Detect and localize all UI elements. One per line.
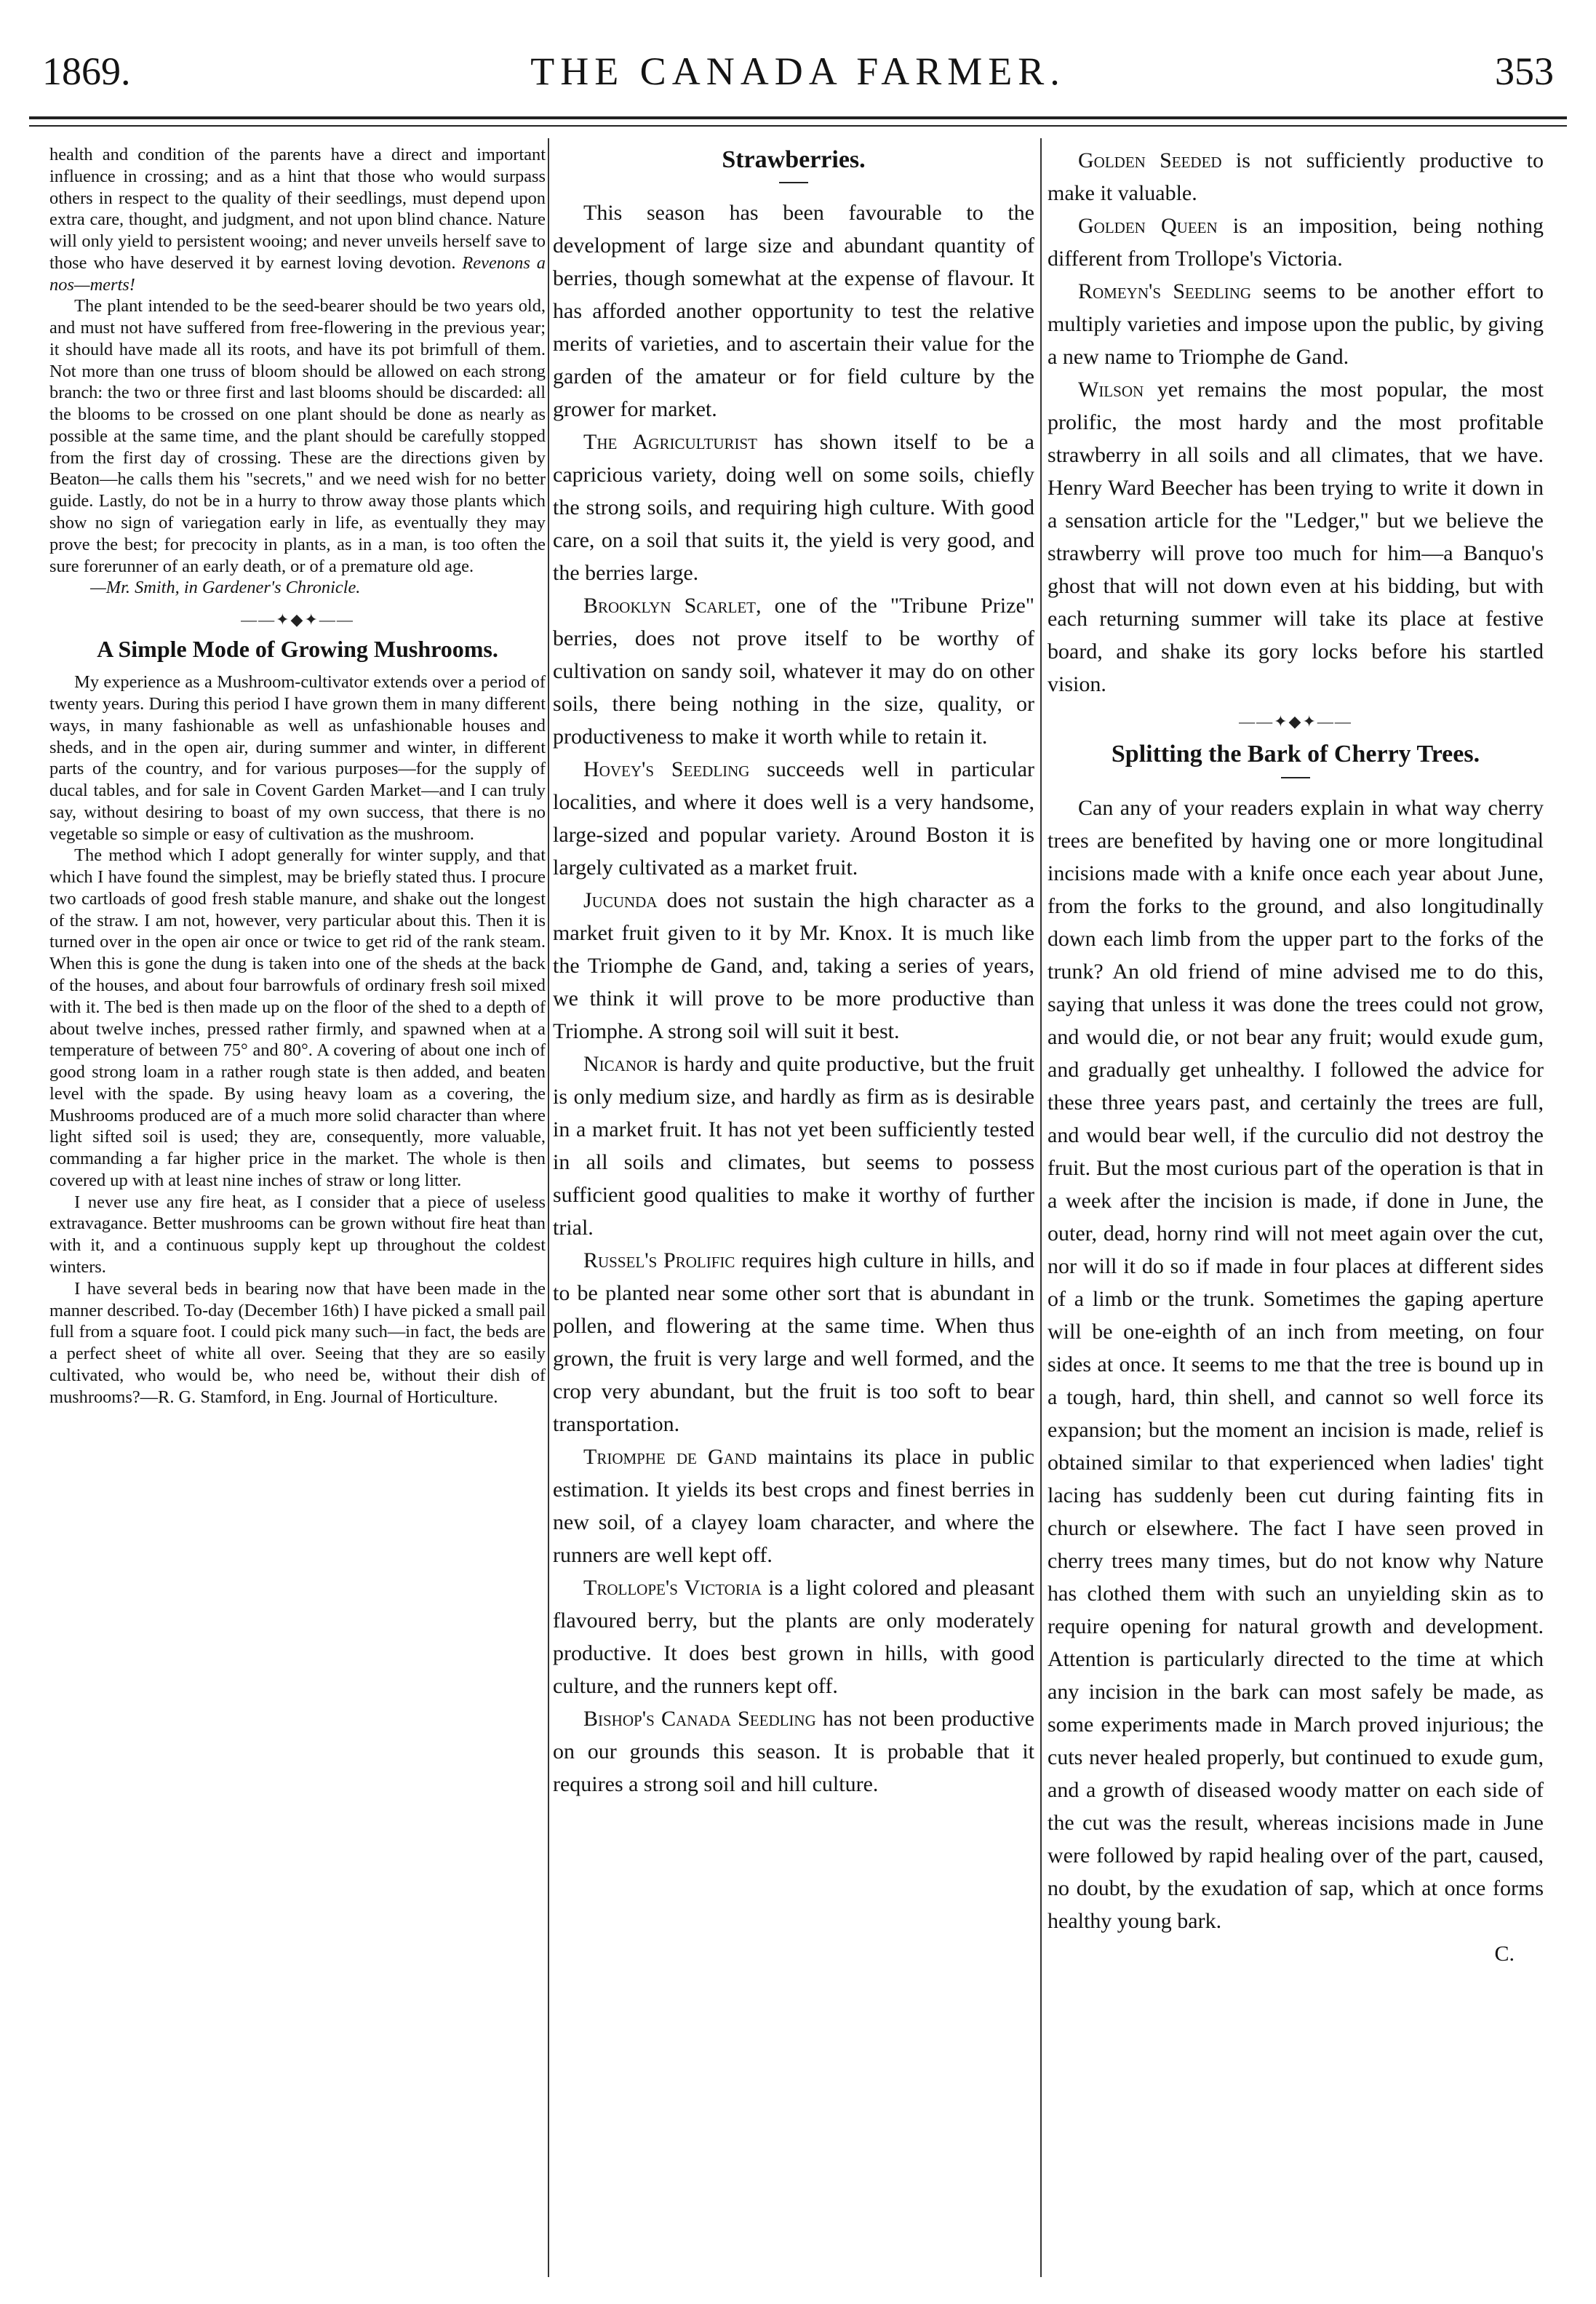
variety-text: maintains its place in public estimation. It yields its best crops and finest berries in new soil, of a clayey loam character, and where the runners are well kept off. [553,1445,1034,1568]
variety-paragraph [553,426,1034,589]
article-paragraph: The plant intended to be the seed-bearer should be two years old, and must not have suffered from free-flowering in the previous year; it should have made all its roots, and have its pot brimfull of them. Not more than one truss of bloom should be allowed on each strong branch: the two or three first and last blooms should be discarded: all the blooms to be crossed on one plant should be done as nearly as possible at the same time, and the plant should be carefully stopped from the first day of crossing. These are the directions given by Beaton—he calls them his "secrets," and we need wish for no better guide. Lastly, do not be in a hurry to throw away those plants which show no sign of variegation early in life, as eventually they may prove the best; for precocity in plants, as in a man, is too often the sure forerunner of an early death, or of a premature old age. [49,296,546,576]
variety-paragraph [1048,210,1544,275]
article-paragraph: The method which I adopt generally for winter supply, and that which I have found the simplest, may be briefly stated thus. I procure two cartloads of good fresh stable manure, and shake out the longest of the straw. I am not, however, very particular about this. Then it is turned over in the open air once or twice to get rid of the rank steam. When this is gone the dung is taken into one of the sheds at the back of the houses, and about four barrowfuls of ordinary fresh soil mixed with it. The bed is then made up on the floor of the shed to a depth of about twelve inches, pressed rather firmly, and spawned when at a temperature of between 75° and 80°. A covering of about one inch of good strong loam in a rather rough state is then added, and beaten level with the spade. By using heavy loam as a covering, the Mushrooms produced are of a much more solid character than where light sifted soil is used; they are, consequently, more valuable, commanding a far higher price in the market. The whole is then covered up with at least nine inches of straw or long litter. [49,845,546,1190]
variety-text: yet remains the most popular, the most prolific, the most hardy and the most profitable strawberry in all soils and all climates, that we have. Henry Ward Beecher has been trying to write it down in a sensation article for the "Ledger," but we believe the strawberry will prove too much for him—a Banquo's ghost that will not down even at his bidding, but with each returning summer will take its place at festive board, and shake its gory locks before his startled vision. [1048,378,1544,696]
variety-paragraph [553,589,1034,753]
variety-text: requires high culture in hills, and to be planted near some other sort that is abundant in pollen, and flowering at the same time. When thus grown, the fruit is very large and well formed, and the crop very abundant, but the fruit is too soft to bear transportation. [553,1248,1035,1437]
variety-name: Romeyn's Seedling [1078,279,1252,303]
article-heading-cherry-trees: Splitting the Bark of Cherry Trees. [1111,741,1480,768]
variety-name: Russel's Prolific [583,1248,735,1273]
section-ornament: ——✦◆✦—— [1239,712,1352,730]
variety-paragraph [553,1702,1034,1801]
variety-text: is a light colored and pleasant flavoured berry, but the plants are only moderately productive. It does best grown in hills, with good culture, and the runners kept off. [553,1576,1034,1699]
variety-text: has shown itself to be a capricious variety, doing well on some soils, chiefly the strong soils, and requiring high culture. With good care, on a soil that suits it, the yield is very good, and the berries large. [553,430,1034,586]
variety-name: Jucunda [583,888,658,913]
column-divider [548,138,549,2277]
page-header [29,42,1567,115]
paragraph-text: health and condition of the parents have a direct and important influence in crossing; and as a hint that those who would surpass others in respect to the quality of their seedlings, must depend upon extra care, thought, and judgment, and not upon blind chance. Nature will only yield to persistent wooing; and never unveils herself save to those who have deserved it by earnest loving devotion. [49,145,546,273]
section-ornament: ——✦◆✦—— [241,610,354,629]
variety-name: The Agriculturist [583,430,758,455]
variety-name: Triomphe de Gand [583,1445,757,1470]
variety-paragraph [1048,275,1544,373]
variety-text: does not sustain the high character as a market fruit given to it by Mr. Knox. It is much like the Triomphe de Gand, and, taking a series of years, we think it will prove to be more productive than Triomphe. A strong soil will suit it best. [553,888,1035,1044]
variety-paragraph [553,884,1034,1048]
article-paragraph: Can any of your readers explain in what way cherry trees are benefited by having one or more longitudinal incisions made with a knife once each year about June, from the forks to the ground, and also longitudinally down each limb from the upper part to the forks of the trunk? An old friend of mine advised me to do this, saying that unless it was done the trees could not grow, and would die, or not bear any fruit; would exude gum, and gradually get unhealthy. I followed the advice for these three years past, and certainly the trees are full, and would bear well, if the curculio did not destroy the fruit. But the most curious part of the operation is that in a week after the incision is made, if done in June, the outer, dead, horny rind will not meet again over the cut, nor will it do so if made in four places at different sides of a limb or the trunk. Sometimes the gaping aperture will be one-eighth of an inch from meeting, on four sides at once. It seems to me that the tree is bound up in a tough, hard, thin shell, and cannot so well force its expansion; but the moment an incision is made, relief is obtained similar to that experienced when ladies' tight lacing has suddenly been cut during fainting fits in church or elsewhere. The fact I have seen proved in cherry trees many times, but do not know why Nature has clothed them with such an unyielding skin as to require opening for natural growth and development. Attention is particularly directed to the time at which any incision in the bark can most safely be made, as some experiments made in March proved injurious; the cuts never healed properly, but continued to exude gum, and a growth of diseased woody matter on each side of the cut was the result, whereas incisions made in June were followed by rapid healing over of the part, caused, no doubt, by the exudation of sap, which at once forms healthy young bark. [1048,795,1544,1933]
italic-phrase: Revenons a nos—merts! [49,252,546,295]
variety-text: is hardy and quite productive, but the fruit is only medium size, and hardly as firm as is desirable in a market fruit. It has not yet been sufficiently tested in all soils and climates, but seems to possess sufficient good qualities to make it worthy of further trial. [553,1052,1035,1240]
variety-name: Golden Seeded [1078,148,1222,172]
column-middle [553,144,1034,1801]
article-heading-strawberries: Strawberries. [722,146,866,173]
variety-text: seems to be another effort to multiply varieties and impose upon the public, by giving a new name to Triomphe de Gand. [1048,279,1544,369]
variety-paragraph [1048,373,1544,701]
variety-text: has not been productive on our grounds this season. It is probable that it requires a strong soil and hill culture. [553,1707,1034,1797]
article-attribution: —Mr. Smith, in Gardener's Chronicle. [90,578,361,598]
heading-rule [779,182,808,183]
variety-paragraph [1048,144,1544,210]
variety-name: Trollope's Victoria [583,1576,762,1601]
article-paragraph: This season has been favourable to the development of large size and abundant quantity of berries, though somewhat at the expense of flavour. It has afforded another opportunity to test the relative merits of varieties, and to ascertain their value for the garden of the amateur or for field culture by the grower for market. [553,201,1034,422]
variety-paragraph [553,1244,1034,1440]
variety-text: is not sufficiently productive to make it valuable. [1048,148,1544,205]
variety-paragraph [553,1048,1034,1244]
article-paragraph: My experience as a Mushroom-cultivator extends over a period of twenty years. During this period I have grown them in many different ways, in many fashionable as well as unfashionable houses and sheds, and in the open air, during summer and winter, in different parts of the country, and for various purposes—for the supply of ducal tables, and for sale in Covent Garden Market—and I can truly say, without desiring to boast of my own success, that there is no vegetable so simple or easy of cultivation as the mushroom. [49,672,546,844]
variety-text: one of the "Tribune Prize" berries, does not prove itself to be worthy of cultivation on sandy soil, whatever it may do on other soils, there being nothing in the size, quality, or productiveness to make it worth while to retain it. [553,594,1035,749]
masthead-title: THE CANADA FARMER. [530,49,1066,93]
variety-name: Brooklyn Scarlet, [583,594,762,618]
variety-text: is an imposition, being nothing different from Trollope's Victoria. [1048,214,1544,271]
issue-year: 1869. [42,49,131,93]
variety-text: succeeds well in particular localities, and where it does well is a very handsome, large-sized and popular variety. Around Boston it is largely cultivated as a market fruit. [553,757,1035,880]
variety-paragraph [553,1571,1034,1702]
variety-paragraph [553,1440,1034,1571]
article-heading-mushrooms: A Simple Mode of Growing Mushrooms. [97,636,498,663]
article-signature: C. [1494,1941,1515,1966]
variety-name: Golden Queen [1078,214,1218,238]
header-rule [29,116,1567,119]
variety-name: Nicanor [583,1052,658,1077]
column-left [49,144,546,1408]
variety-name: Bishop's Canada Seedling [583,1707,816,1731]
variety-paragraph [553,753,1034,884]
article-paragraph: I never use any fire heat, as I consider that a piece of useless extravagance. Better mushrooms can be grown without fire heat than with it, and a continuous supply kept up throughout the coldest winters. [49,1192,546,1277]
variety-name: Hovey's Seedling [583,757,750,782]
column-divider [1040,138,1042,2277]
column-right [1048,144,1544,1970]
article-paragraph: I have several beds in bearing now that have been made in the manner described. To-day (December 16th) I have picked a small pail full from a square foot. I could pick many such—in fact, the beds are a perfect sheet of white all over. Seeing that they are so easily cultivated, who would be, who need be, without their dish of mushrooms?—R. G. Stamford, in Eng. Journal of Horticulture. [49,1278,546,1407]
page-number: 353 [1495,49,1554,93]
article-paragraph [49,144,546,295]
header-rule-thin [29,125,1567,127]
variety-name: Wilson [1078,378,1144,402]
heading-rule [1281,777,1310,778]
